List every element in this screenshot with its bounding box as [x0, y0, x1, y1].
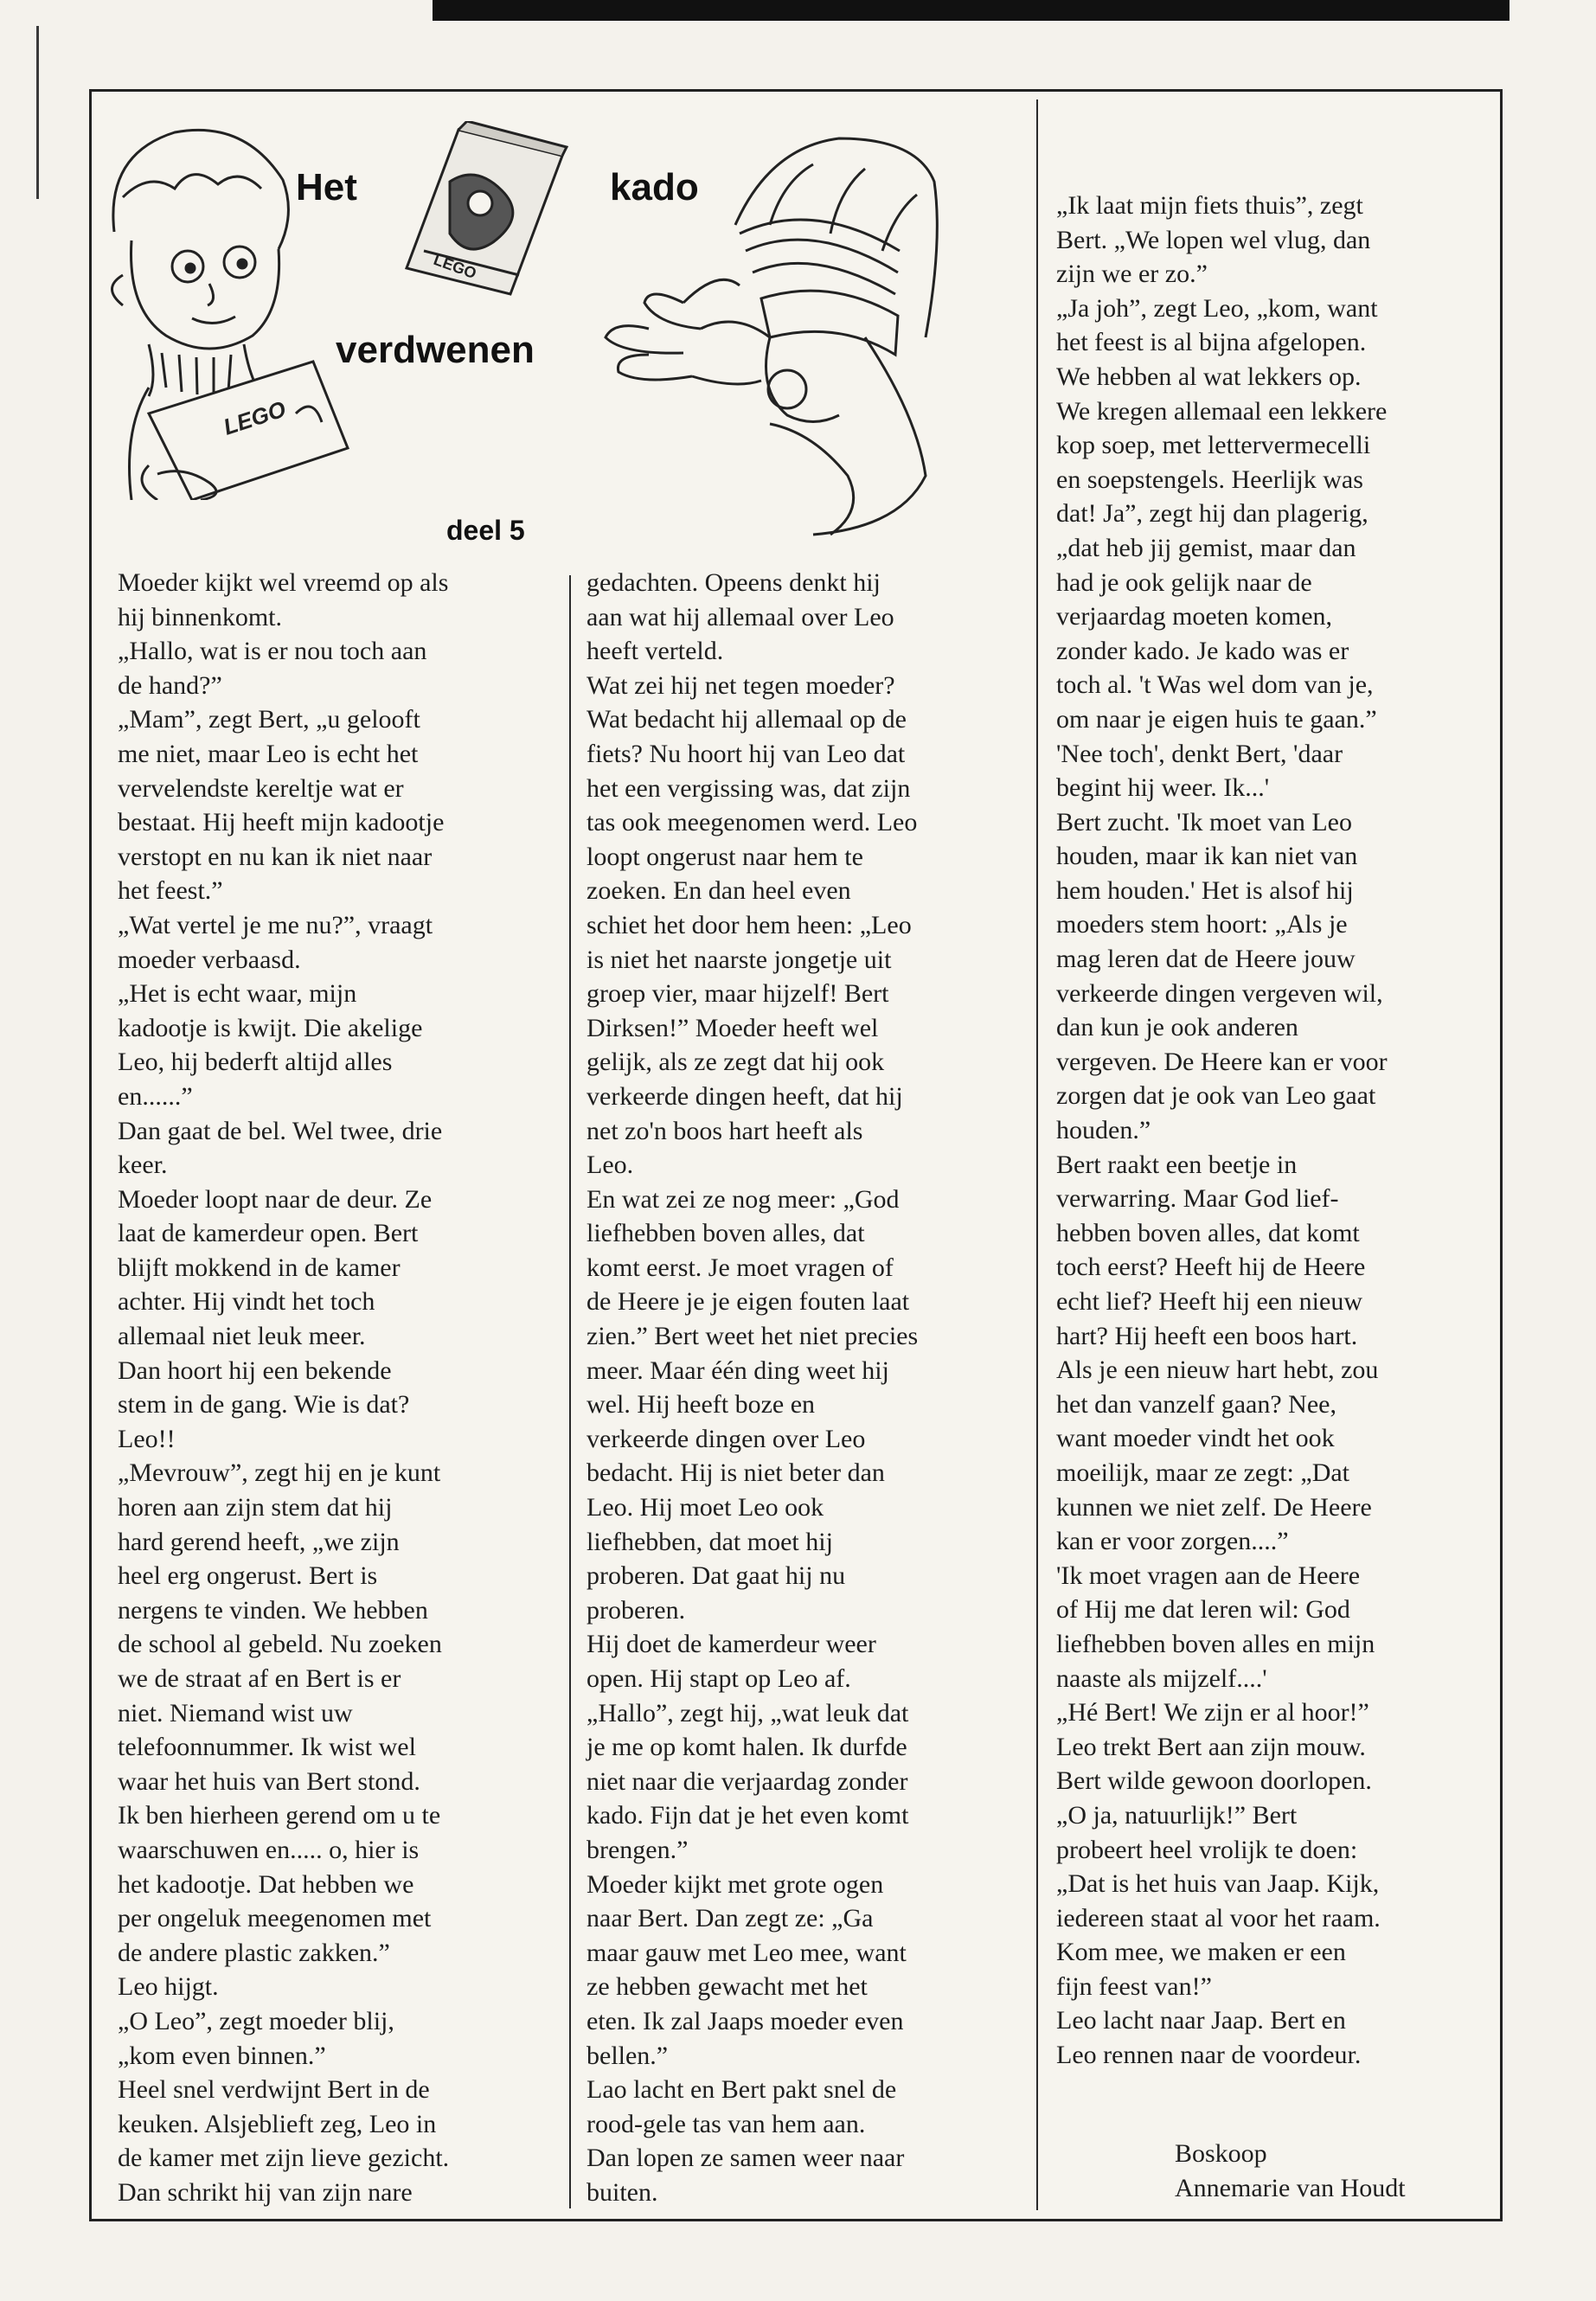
- story-line: Heel snel verdwijnt Bert in de: [118, 2075, 430, 2105]
- story-line: de andere plastic zakken.”: [118, 1938, 390, 1967]
- story-line: komt eerst. Je moet vragen of: [586, 1253, 894, 1282]
- story-line: Bert. „We lopen wel vlug, dan: [1056, 225, 1371, 254]
- story-line: Leo hijgt.: [118, 1972, 219, 2002]
- left-edge-line: [36, 26, 39, 199]
- story-line: het feest.”: [118, 876, 223, 906]
- card-label: LEGO: [220, 395, 289, 440]
- story-line: en soepstengels. Heerlijk was: [1056, 465, 1363, 494]
- story-line: verstopt en nu kan ik niet naar: [118, 842, 433, 871]
- story-line: net zo'n boos hart heeft als: [586, 1116, 863, 1145]
- story-line: „dat heb jij gemist, maar dan: [1056, 533, 1356, 562]
- story-line: fijn feest van!”: [1056, 1971, 1212, 2001]
- story-line: niet naar die verjaardag zonder: [586, 1766, 908, 1796]
- story-line: gedachten. Opeens denkt hij: [586, 568, 881, 597]
- story-line: het feest is al bijna afgelopen.: [1056, 328, 1367, 357]
- story-line: kunnen we niet zelf. De Heere: [1056, 1492, 1372, 1522]
- story-line: hard gerend heeft, „we zijn: [118, 1527, 400, 1556]
- story-line: waar het huis van Bert stond.: [118, 1766, 420, 1796]
- story-line: houden.”: [1056, 1116, 1151, 1145]
- story-line: liefhebben boven alles, dat: [586, 1219, 865, 1248]
- story-line: het een vergissing was, dat zijn: [586, 773, 911, 803]
- story-line: nergens te vinden. We hebben: [118, 1595, 428, 1625]
- story-line: Leo!!: [118, 1424, 176, 1453]
- story-line: 'Nee toch', denkt Bert, 'daar: [1056, 739, 1343, 768]
- story-line: wel. Hij heeft boze en: [586, 1390, 816, 1420]
- story-line: kan er voor zorgen....”: [1056, 1527, 1289, 1556]
- title-word-kado: kado: [610, 166, 699, 208]
- signature-author: Annemarie van Houdt: [1175, 2174, 1406, 2202]
- story-line: proberen. Dat gaat hij nu: [586, 1561, 846, 1591]
- story-line: gelijk, als ze zegt dat hij ook: [586, 1048, 885, 1077]
- story-line: hebben boven alles, dat komt: [1056, 1218, 1360, 1247]
- story-line: laat de kamerdeur open. Bert: [118, 1219, 419, 1248]
- story-line: 'Ik moet vragen aan de Heere: [1056, 1561, 1361, 1590]
- story-line: Dan hoort hij een bekende: [118, 1356, 392, 1385]
- story-line: vergeven. De Heere kan er voor: [1056, 1047, 1388, 1076]
- story-line: rood-gele tas van hem aan.: [586, 2109, 866, 2138]
- story-line: Moeder loopt naar de deur. Ze: [118, 1184, 433, 1214]
- story-line: de Heere je je eigen fouten laat: [586, 1287, 910, 1317]
- story-line: het kadootje. Dat hebben we: [118, 1869, 414, 1899]
- story-line: zorgen dat je ook van Leo gaat: [1056, 1081, 1376, 1111]
- story-line: We hebben al wat lekkers op.: [1056, 362, 1362, 391]
- story-line: vervelendste kereltje wat er: [118, 773, 404, 803]
- story-line: „Hallo”, zegt hij, „wat leuk dat: [586, 1698, 909, 1727]
- story-line: We kregen allemaal een lekkere: [1056, 396, 1388, 426]
- story-line: verkeerde dingen heeft, dat hij: [586, 1081, 903, 1111]
- story-line: meer. Maar één ding weet hij: [586, 1356, 889, 1385]
- story-line: moeders stem hoort: „Als je: [1056, 910, 1348, 939]
- story-line: heeft verteld.: [586, 637, 724, 666]
- story-line: zijn we er zo.”: [1056, 260, 1208, 289]
- story-line: keer.: [118, 1150, 168, 1180]
- story-line: Moeder kijkt wel vreemd op als: [118, 568, 449, 597]
- story-line: Dan gaat de bel. Wel twee, drie: [118, 1116, 443, 1145]
- story-line: open. Hij stapt op Leo af.: [586, 1664, 851, 1693]
- story-line: Bert zucht. 'Ik moet van Leo: [1056, 807, 1352, 836]
- story-line: verjaardag moeten komen,: [1056, 602, 1333, 631]
- story-line: hem houden.' Het is alsof hij: [1056, 875, 1354, 905]
- story-line: proberen.: [586, 1595, 686, 1625]
- story-line: probeert heel vrolijk te doen:: [1056, 1835, 1358, 1864]
- story-line: en......”: [118, 1081, 193, 1111]
- story-line: bedacht. Hij is niet beter dan: [586, 1458, 885, 1488]
- story-line: „Ik laat mijn fiets thuis”, zegt: [1056, 191, 1363, 220]
- story-line: verkeerde dingen over Leo: [586, 1424, 866, 1453]
- story-line: kadootje is kwijt. Die akelige: [118, 1013, 423, 1042]
- signature-place: Boskoop: [1175, 2139, 1267, 2168]
- story-line: Als je een nieuw hart hebt, zou: [1056, 1356, 1379, 1385]
- story-line: Leo. Hij moet Leo ook: [586, 1493, 824, 1522]
- story-line: kop soep, met lettervermecelli: [1056, 431, 1371, 460]
- story-line: keuken. Alsjeblieft zeg, Leo in: [118, 2109, 437, 2138]
- story-line: Bert wilde gewoon doorlopen.: [1056, 1766, 1372, 1796]
- story-line: „kom even binnen.”: [118, 2041, 326, 2070]
- story-line: je me op komt halen. Ik durfde: [586, 1733, 907, 1762]
- story-line: loopt ongerust naar hem te: [586, 842, 863, 871]
- story-line: moeilijk, maar ze zegt: „Dat: [1056, 1458, 1350, 1487]
- story-line: het dan vanzelf gaan? Nee,: [1056, 1389, 1336, 1419]
- story-column-3: [1056, 189, 1388, 2073]
- story-line: naaste als mijzelf....': [1056, 1663, 1267, 1693]
- story-line: Hij doet de kamerdeur weer: [586, 1630, 876, 1659]
- story-line: de kamer met zijn lieve gezicht.: [118, 2144, 450, 2173]
- column-divider-1: [569, 575, 571, 2208]
- story-line: Dirksen!” Moeder heeft wel: [586, 1013, 879, 1042]
- story-line: Lao lacht en Bert pakt snel de: [586, 2075, 897, 2105]
- story-column-1: [118, 566, 449, 2210]
- story-line: of Hij me dat leren wil: God: [1056, 1595, 1350, 1625]
- story-line: zonder kado. Je kado was er: [1056, 636, 1349, 665]
- story-line: de school al gebeld. Nu zoeken: [118, 1630, 442, 1659]
- title-word-het: Het: [296, 166, 357, 208]
- story-line: is niet het naarste jongetje uit: [586, 945, 892, 974]
- story-line: schiet het door hem heen: „Leo: [586, 910, 912, 939]
- story-line: groep vier, maar hijzelf! Bert: [586, 979, 889, 1009]
- story-line: Leo.: [586, 1150, 634, 1180]
- story-line: Wat bedacht hij allemaal op de: [586, 705, 907, 734]
- column-divider-2: [1036, 99, 1038, 2210]
- story-line: toch al. 't Was wel dom van je,: [1056, 670, 1374, 700]
- part-label: deel 5: [446, 515, 525, 546]
- story-line: Dan schrikt hij van zijn nare: [118, 2177, 413, 2207]
- story-line: Leo rennen naar de voordeur.: [1056, 2041, 1362, 2070]
- top-edge-bar: [433, 0, 1509, 21]
- story-line: Leo, hij bederft altijd alles: [118, 1048, 393, 1077]
- box-label: LEGO: [431, 250, 479, 283]
- story-line: naar Bert. Dan zegt ze: „Ga: [586, 1904, 874, 1933]
- story-line: „Hé Bert! We zijn er al hoor!”: [1056, 1698, 1369, 1727]
- story-line: maar gauw met Leo mee, want: [586, 1938, 907, 1967]
- story-line: „Ja joh”, zegt Leo, „kom, want: [1056, 293, 1378, 323]
- story-line: de hand?”: [118, 670, 222, 700]
- story-line: allemaal niet leuk meer.: [118, 1322, 366, 1351]
- story-line: blijft mokkend in de kamer: [118, 1253, 401, 1282]
- story-line: „Dat is het huis van Jaap. Kijk,: [1056, 1869, 1380, 1899]
- story-line: Bert raakt een beetje in: [1056, 1150, 1298, 1179]
- story-line: mag leren dat de Heere jouw: [1056, 945, 1356, 974]
- story-line: we de straat af en Bert is er: [118, 1664, 401, 1693]
- gift-box-illustration: [398, 121, 571, 303]
- story-line: Moeder kijkt met grote ogen: [586, 1869, 884, 1899]
- story-line: want moeder vindt het ook: [1056, 1424, 1335, 1453]
- story-line: liefhebben boven alles en mijn: [1056, 1629, 1375, 1658]
- story-line: verkeerde dingen vergeven wil,: [1056, 978, 1383, 1008]
- story-line: kado. Fijn dat je het even komt: [586, 1801, 909, 1830]
- story-line: moeder verbaasd.: [118, 945, 301, 974]
- story-line: verwarring. Maar God lief-: [1056, 1184, 1339, 1214]
- story-line: per ongeluk meegenomen met: [118, 1904, 432, 1933]
- story-line: iedereen staat al voor het raam.: [1056, 1903, 1381, 1932]
- story-line: houden, maar ik kan niet van: [1056, 842, 1358, 871]
- story-line: achter. Hij vindt het toch: [118, 1287, 375, 1317]
- story-line: bestaat. Hij heeft mijn kadootje: [118, 808, 445, 837]
- story-line: ze hebben gewacht met het: [586, 1972, 868, 2002]
- story-line: begint hij weer. Ik...': [1056, 773, 1270, 803]
- story-line: brengen.”: [586, 1835, 689, 1864]
- story-line: Leo trekt Bert aan zijn mouw.: [1056, 1732, 1366, 1761]
- story-line: „Mam”, zegt Bert, „u gelooft: [118, 705, 420, 734]
- story-line: dan kun je ook anderen: [1056, 1013, 1298, 1042]
- story-line: „Het is echt waar, mijn: [118, 979, 357, 1009]
- story-line: stem in de gang. Wie is dat?: [118, 1390, 410, 1420]
- story-line: „Wat vertel je me nu?”, vraagt: [118, 910, 433, 939]
- story-line: niet. Niemand wist uw: [118, 1698, 353, 1727]
- story-line: zoeken. En dan heel even: [586, 876, 851, 906]
- story-line: Kom mee, we maken er een: [1056, 1938, 1346, 1967]
- story-line: toch eerst? Heeft hij de Heere: [1056, 1253, 1366, 1282]
- story-line: waarschuwen en..... o, hier is: [118, 1835, 420, 1864]
- story-line: bellen.”: [586, 2041, 669, 2070]
- story-line: hart? Hij heeft een boos hart.: [1056, 1321, 1358, 1350]
- story-line: Ik ben hierheen gerend om u te: [118, 1801, 441, 1830]
- story-line: aan wat hij allemaal over Leo: [586, 602, 894, 631]
- story-line: „O ja, natuurlijk!” Bert: [1056, 1800, 1298, 1830]
- story-line: echt lief? Heeft hij een nieuw: [1056, 1287, 1362, 1316]
- title-word-verdwenen: verdwenen: [336, 329, 535, 371]
- story-line: „O Leo”, zegt moeder blij,: [118, 2006, 394, 2035]
- story-line: hij binnenkomt.: [118, 602, 282, 631]
- story-line: fiets? Nu hoort hij van Leo dat: [586, 739, 906, 768]
- story-line: buiten.: [586, 2177, 658, 2207]
- story-line: eten. Ik zal Jaaps moeder even: [586, 2006, 904, 2035]
- story-line: tas ook meegenomen werd. Leo: [586, 808, 918, 837]
- story-line: heel erg ongerust. Bert is: [118, 1561, 378, 1591]
- story-line: Leo lacht naar Jaap. Bert en: [1056, 2006, 1346, 2035]
- boy-with-card-illustration: [97, 102, 356, 500]
- story-line: liefhebben, dat moet hij: [586, 1527, 833, 1556]
- story-line: zien.” Bert weet het niet precies: [586, 1322, 919, 1351]
- story-line: horen aan zijn stem dat hij: [118, 1493, 393, 1522]
- story-line: me niet, maar Leo is echt het: [118, 739, 419, 768]
- story-line: had je ook gelijk naar de: [1056, 567, 1312, 597]
- story-line: Dan lopen ze samen weer naar: [586, 2144, 905, 2173]
- story-column-2: [586, 566, 918, 2210]
- story-line: En wat zei ze nog meer: „God: [586, 1184, 900, 1214]
- story-line: dat! Ja”, zegt hij dan plagerig,: [1056, 499, 1368, 529]
- story-line: „Mevrouw”, zegt hij en je kunt: [118, 1458, 441, 1488]
- story-line: Wat zei hij net tegen moeder?: [586, 670, 895, 700]
- story-line: „Hallo, wat is er nou toch aan: [118, 637, 427, 666]
- signature-block: [1175, 2137, 1406, 2206]
- story-line: om naar je eigen huis te gaan.”: [1056, 704, 1377, 734]
- story-line: telefoonnummer. Ik wist wel: [118, 1733, 416, 1762]
